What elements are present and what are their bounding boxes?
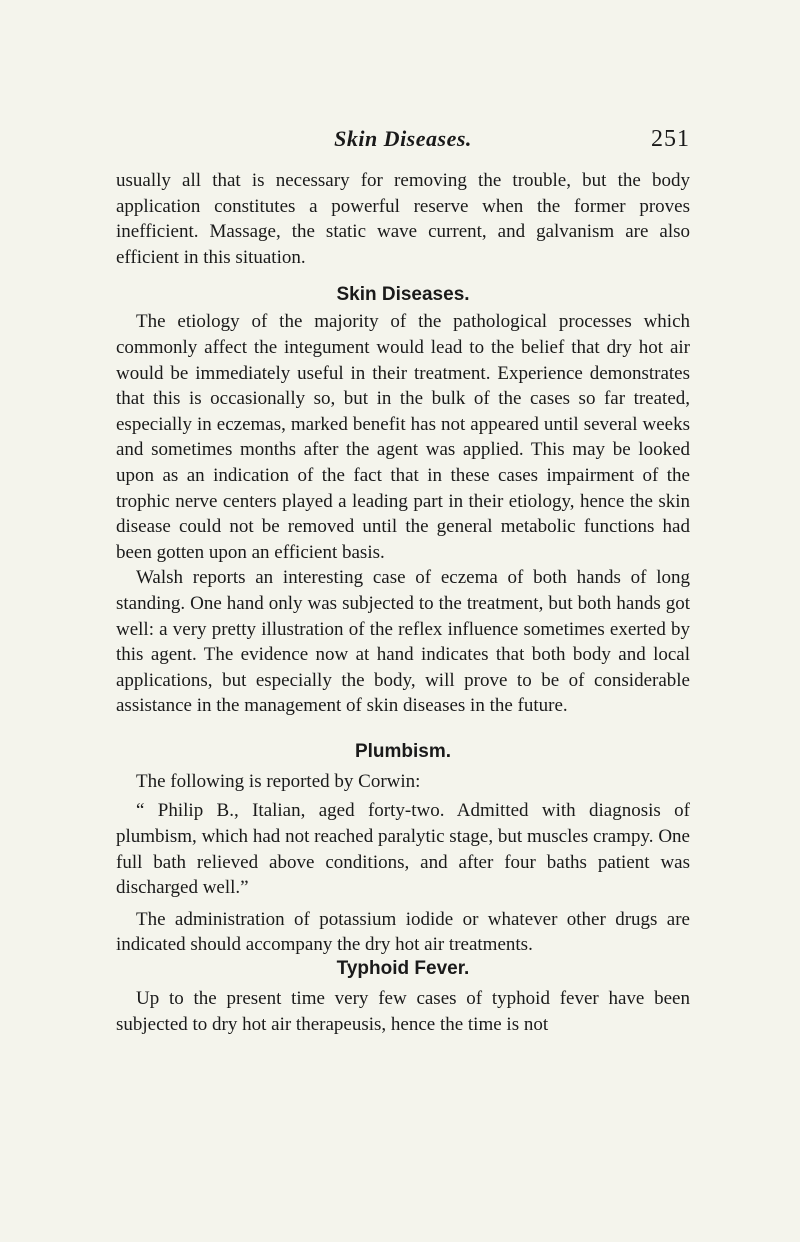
paragraph-typhoid: Up to the present time very few cases of typhoid fever have been subjected to dry hot air therapeusis, hence the time is not <box>116 988 690 1035</box>
page-number: 251 <box>651 126 690 152</box>
paragraph-corwin-report: The following is reported by Corwin: <box>136 770 421 792</box>
paragraph-intro: usually all that is necessary for removing the trouble, but the body application constitutes a powerful reserve when the former proves inefficient. Massage, the static wave current, and galvanism are also efficient in this situation. <box>116 170 690 268</box>
section-heading-skin-diseases: Skin Diseases. <box>336 284 470 306</box>
running-head <box>116 126 690 156</box>
paragraph-potassium-iodide: The administration of potassium iodide or whatever other drugs are indicated should accompany the dry hot air treatments. <box>116 908 690 956</box>
running-title: Skin Diseases. <box>334 126 472 151</box>
section-heading-typhoid-fever: Typhoid Fever. <box>336 958 470 980</box>
section-heading-plumbism: Plumbism. <box>354 740 452 762</box>
paragraph-walsh-case: Walsh reports an interesting case of eczema of both hands of long standing. One hand only was subjected to the treatment, but both hands got well: a very pretty illustration of the reflex influence sometimes exerted by this agent. The evidence now at hand indicates that both body and local applications, but especially the body, will prove to be of considerable assistance in the management of skin diseases in the future. <box>116 567 690 717</box>
paragraph-skin-etiology: The etiology of the majority of the pathological processes which commonly affect the integument would lead to the belief that dry hot air would be immediately useful in their treatment. Experience demonstrates that this is occasionally so, but in the bulk of the cases so far treated, especially in eczemas, marked benefit has not appeared until several weeks and sometimes months after the agent was applied. This may be looked upon as an indication of the fact that in these cases impairment of the trophic nerve centers played a leading part in their etiology, hence the skin disease could not be removed until the general metabolic functions had been gotten upon an efficient basis. <box>116 311 690 563</box>
paragraph-case-quote: “ Philip B., Italian, aged forty-two. Admitted with diagnosis of plumbism, which had not reached paralytic stage, but muscles crampy. One full bath relieved above conditions, and after four baths patient was discharged well.” <box>116 800 690 899</box>
body-text <box>116 168 690 1037</box>
